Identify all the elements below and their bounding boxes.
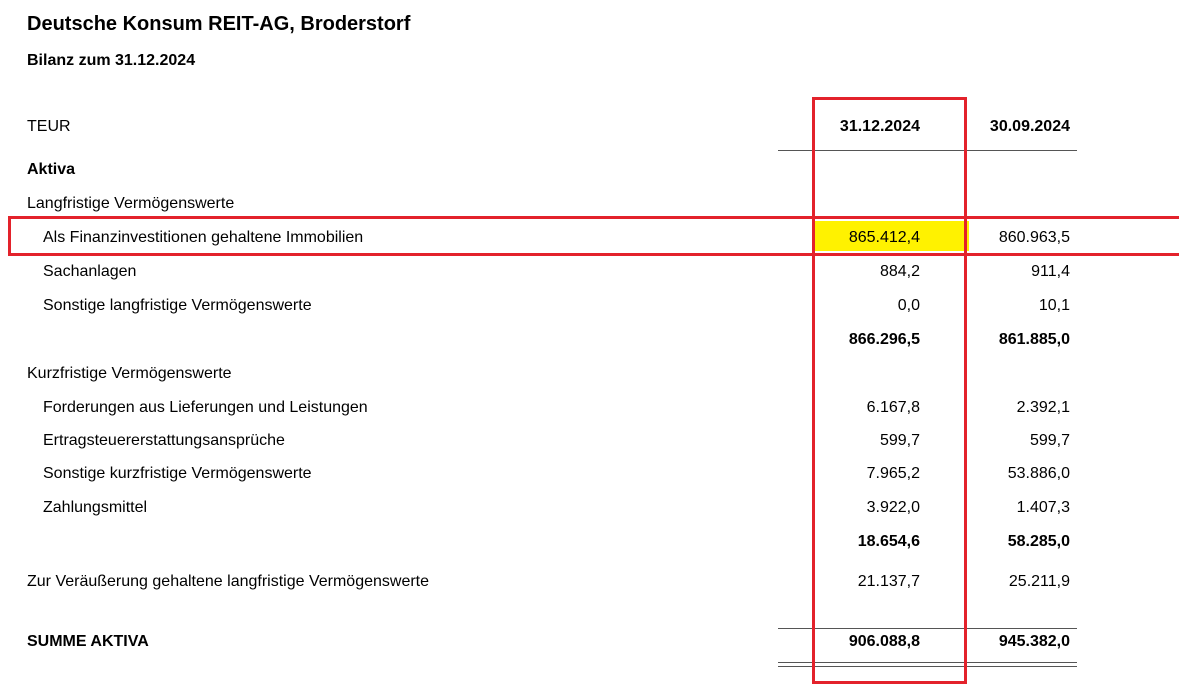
row-value-current: 21.137,7 (857, 573, 920, 590)
row-value-current: 599,7 (879, 432, 920, 449)
row-value-current: 7.965,2 (866, 465, 920, 482)
row-value-prior: 911,4 (1031, 263, 1070, 280)
subtotal-prior: 58.285,0 (1007, 533, 1070, 550)
row-value-prior: 860.963,5 (998, 229, 1070, 246)
row-value-current: 865.412,4 (848, 229, 920, 246)
row-label: Sachanlagen (43, 263, 137, 280)
subtotal-prior: 861.885,0 (998, 331, 1070, 348)
row-label: Sonstige kurzfristige Vermögenswerte (43, 465, 312, 482)
total-prior: 945.382,0 (998, 633, 1070, 650)
company-title: Deutsche Konsum REIT-AG, Broderstorf (27, 13, 411, 35)
row-value-prior: 10,1 (1038, 297, 1070, 314)
subtotal-current: 866.296,5 (848, 331, 920, 348)
row-label: Sonstige langfristige Vermögenswerte (43, 297, 312, 314)
column-header-prior: 30.09.2024 (989, 118, 1070, 135)
group-heading-noncurrent: Langfristige Vermögenswerte (27, 195, 235, 212)
total-current: 906.088,8 (848, 633, 920, 650)
row-value-current: 0,0 (897, 297, 920, 314)
total-top-rule (778, 628, 1077, 629)
row-label: Ertragsteuererstattungsansprüche (43, 432, 285, 449)
row-value-current: 6.167,8 (866, 399, 920, 416)
total-label: SUMME AKTIVA (27, 633, 149, 650)
row-label: Zur Veräußerung gehaltene langfristige Vermögenswerte (27, 573, 430, 590)
row-label: Forderungen aus Lieferungen und Leistungen (43, 399, 368, 416)
row-value-prior: 2.392,1 (1016, 399, 1070, 416)
row-value-prior: 1.407,3 (1016, 499, 1070, 516)
unit-label: TEUR (27, 118, 71, 135)
row-value-prior: 25.211,9 (1008, 573, 1070, 590)
total-double-rule-upper (778, 662, 1077, 663)
header-rule (778, 150, 1077, 151)
row-value-current: 884,2 (879, 263, 920, 280)
row-label: Als Finanzinvestitionen gehaltene Immobilien (43, 229, 364, 246)
statement-subtitle: Bilanz zum 31.12.2024 (27, 52, 196, 69)
row-value-prior: 53.886,0 (1007, 465, 1070, 482)
row-value-current: 3.922,0 (866, 499, 920, 516)
subtotal-current: 18.654,6 (857, 533, 920, 550)
group-heading-current: Kurzfristige Vermögenswerte (27, 365, 232, 382)
row-value-prior: 599,7 (1029, 432, 1070, 449)
column-header-current: 31.12.2024 (839, 118, 920, 135)
highlight-column-outline (812, 97, 967, 684)
total-double-rule-lower (778, 666, 1077, 667)
row-label: Zahlungsmittel (43, 499, 148, 516)
section-heading: Aktiva (27, 161, 76, 178)
